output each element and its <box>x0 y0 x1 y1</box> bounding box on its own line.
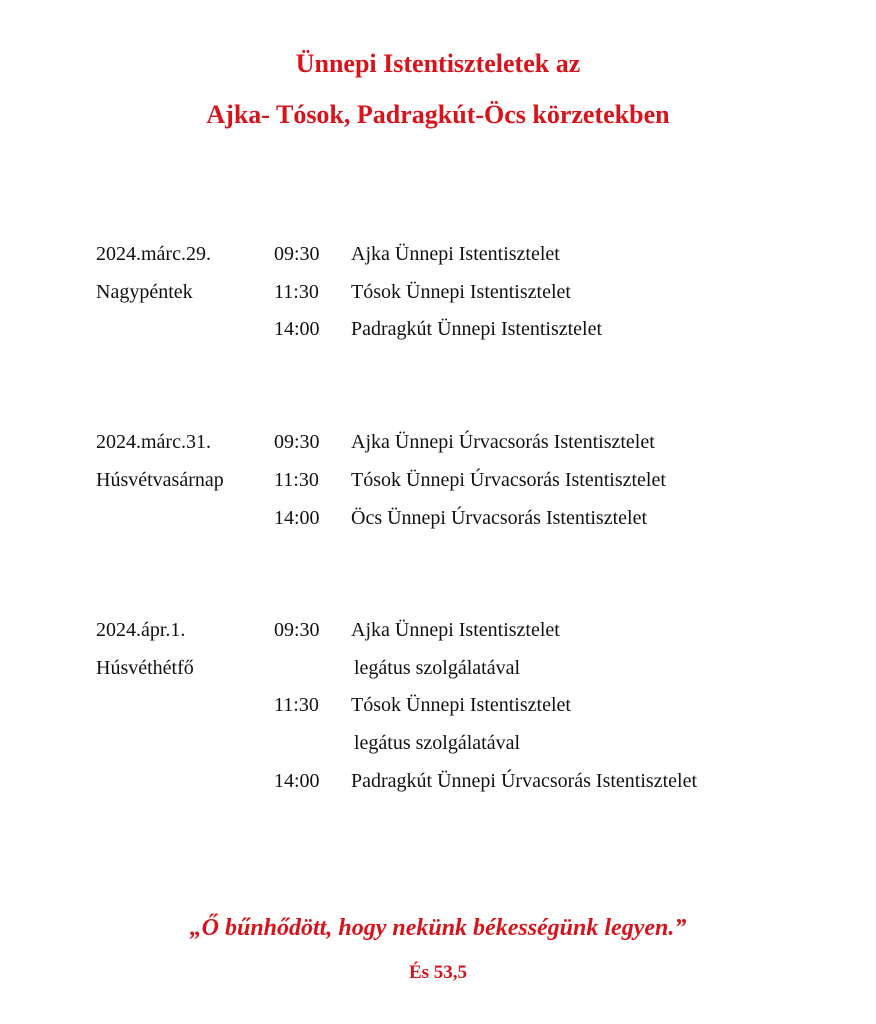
service-day-name: Nagypéntek <box>96 281 193 303</box>
service-description: Tósok Ünnepi Istentisztelet <box>351 694 571 716</box>
service-date: 2024.márc.29. <box>96 243 211 265</box>
service-description: Padragkút Ünnepi Úrvacsorás Istentisztelet <box>351 770 698 792</box>
service-description: Öcs Ünnepi Úrvacsorás Istentisztelet <box>351 507 648 529</box>
service-date: 2024.ápr.1. <box>96 619 186 641</box>
service-time: 14:00 <box>274 507 320 529</box>
service-time: 09:30 <box>274 431 320 453</box>
service-time: 11:30 <box>274 281 319 303</box>
service-date: 2024.márc.31. <box>96 431 211 453</box>
service-note: legátus szolgálatával <box>354 657 521 679</box>
service-description: Padragkút Ünnepi Istentisztelet <box>351 318 603 340</box>
service-note: legátus szolgálatával <box>354 732 521 754</box>
service-time: 11:30 <box>274 694 319 716</box>
service-time: 11:30 <box>274 469 319 491</box>
bible-reference: És 53,5 <box>408 962 468 983</box>
bible-quote: „Ő bűnhődött, hogy nekünk békességünk legyen.” <box>189 915 687 941</box>
service-description: Tósok Ünnepi Istentisztelet <box>351 281 571 303</box>
service-time: 09:30 <box>274 619 320 641</box>
service-time: 14:00 <box>274 318 320 340</box>
service-description: Tósok Ünnepi Úrvacsorás Istentisztelet <box>351 469 666 491</box>
service-time: 09:30 <box>274 243 320 265</box>
service-description: Ajka Ünnepi Úrvacsorás Istentisztelet <box>351 431 655 453</box>
service-day-name: Húsvétvasárnap <box>96 469 224 491</box>
service-time: 14:00 <box>274 770 320 792</box>
service-description: Ajka Ünnepi Istentisztelet <box>351 619 560 641</box>
service-day-name: Húsvéthétfő <box>96 657 194 679</box>
service-description: Ajka Ünnepi Istentisztelet <box>351 243 560 265</box>
title-line-1: Ünnepi Istentiszteletek az <box>295 49 581 78</box>
title-line-2: Ajka- Tósok, Padragkút-Öcs körzetekben <box>206 100 670 129</box>
